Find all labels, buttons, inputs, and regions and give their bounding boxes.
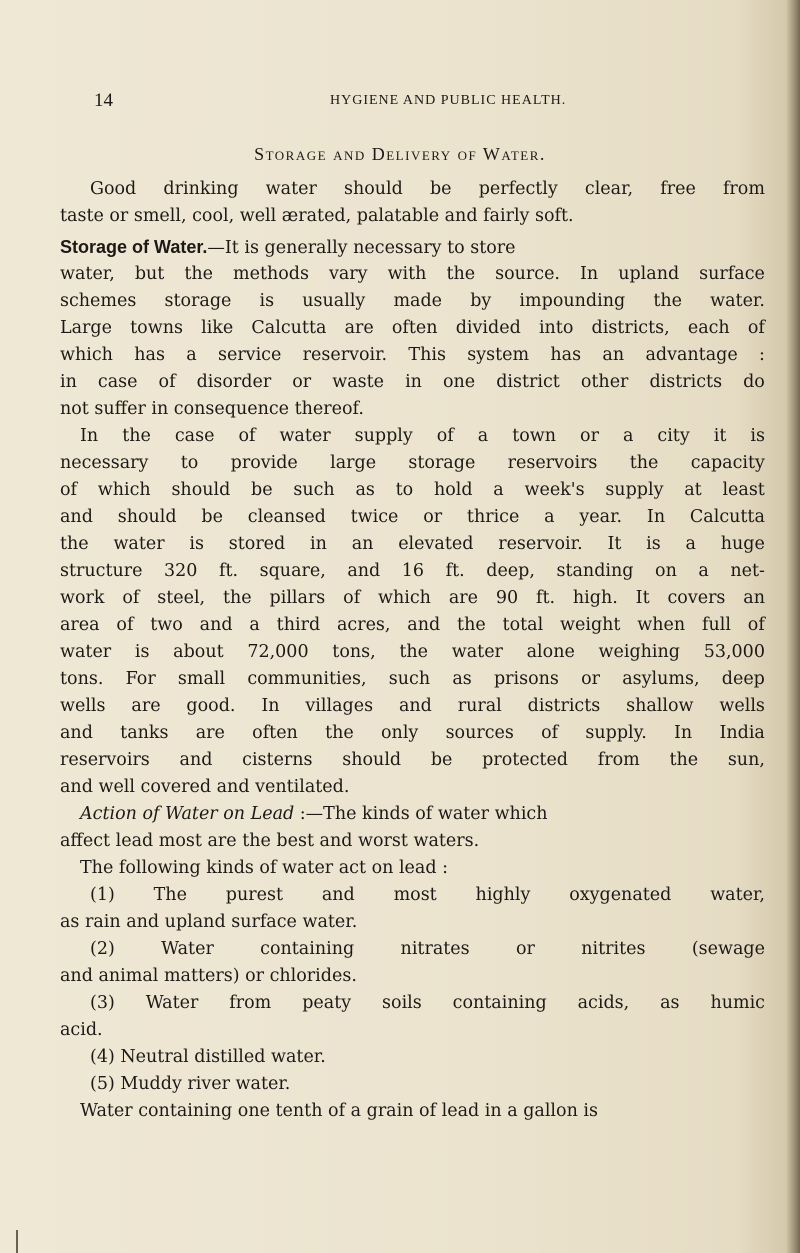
body-text [60,176,765,1125]
text-line: schemes storage is usually made by impounding the water. [60,291,765,311]
list-item: (4) Neutral distilled water. [90,1047,326,1067]
text-line: affect lead most are the best and worst waters. [60,831,480,851]
text-span: :—The kinds of water which [294,804,548,824]
text-line: work of steel, the pillars of which are 90 ft. high. It covers an [60,588,765,608]
paragraph-heading: Action of Water on Lead [80,804,295,824]
section-title: Storage and Delivery of Water. [254,144,546,164]
list-item: as rain and upland surface water. [60,912,358,932]
text-line: taste or smell, cool, well ærated, palatable and fairly soft. [60,206,574,226]
text-line: not suffer in consequence thereof. [60,399,364,419]
text-line: reservoirs and cisterns should be protected from the sun, [60,750,765,770]
text-line [60,234,765,261]
text-line: and should be cleansed twice or thrice a year. In Calcutta [60,507,765,527]
paragraph-heading: Storage of Water. [60,237,208,257]
text-line [60,801,765,828]
text-line: wells are good. In villages and rural districts shallow wells [60,696,765,716]
text-line: Water containing one tenth of a grain of lead in a gallon is [80,1101,598,1121]
text-line: which has a service reservoir. This system has an advantage : [60,345,765,365]
text-line: the water is stored in an elevated reservoir. It is a huge [60,534,765,554]
text-line: In the case of water supply of a town or a city it is [80,426,765,446]
text-line: water, but the methods vary with the source. In upland surface [60,264,765,284]
list-item: and animal matters) or chlorides. [60,966,357,986]
text-line: in case of disorder or waste in one district other districts do [60,372,765,392]
text-line: and well covered and ventilated. [60,777,350,797]
page-header [0,90,800,112]
text-span: —It is generally necessary to store [207,238,516,258]
text-line: area of two and a third acres, and the total weight when full of [60,615,765,635]
text-line: and tanks are often the only sources of supply. In India [60,723,765,743]
list-item: acid. [60,1020,103,1040]
page-spine-shadow [786,0,800,1253]
text-line: Good drinking water should be perfectly clear, free from [90,179,765,199]
list-item: (5) Muddy river water. [90,1074,291,1094]
list-item: (3) Water from peaty soils containing acids, as humic [90,993,765,1013]
text-line: The following kinds of water act on lead : [80,858,448,878]
page-edge-mark [16,1230,18,1253]
text-line: tons. For small communities, such as prisons or asylums, deep [60,669,765,689]
text-line: necessary to provide large storage reservoirs the capacity [60,453,765,473]
text-line: Large towns like Calcutta are often divided into districts, each of [60,318,765,338]
text-line: of which should be such as to hold a week's supply at least [60,480,765,500]
list-item: (1) The purest and most highly oxygenated water, [90,885,765,905]
text-line: water is about 72,000 tons, the water alone weighing 53,000 [60,642,765,662]
text-line: structure 320 ft. square, and 16 ft. deep, standing on a net- [60,561,765,581]
list-item: (2) Water containing nitrates or nitrites (sewage [90,939,765,959]
running-head: HYGIENE AND PUBLIC HEALTH. [330,93,567,108]
page-number: 14 [94,90,113,111]
